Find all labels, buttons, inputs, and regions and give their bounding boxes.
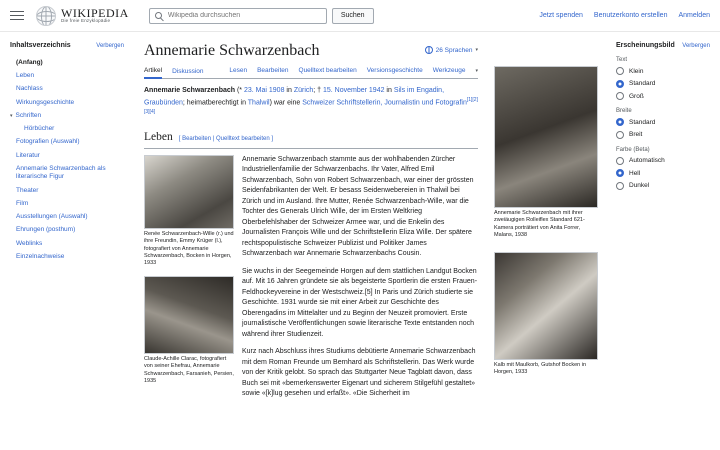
toc-item-theater[interactable]: Theater xyxy=(16,186,39,194)
main-menu-icon[interactable] xyxy=(10,8,26,24)
toc-item-einzelnachweise[interactable]: Einzelnachweise xyxy=(16,253,65,261)
tab-diskussion[interactable]: Diskussion xyxy=(172,67,204,75)
lead-subject-name: Annemarie Schwarzenbach xyxy=(144,87,236,95)
content-columns xyxy=(144,155,478,407)
tab-bearbeiten[interactable]: Bearbeiten xyxy=(257,67,289,75)
page-title: Annemarie Schwarzenbach xyxy=(144,42,320,59)
toc-item-film[interactable]: Film xyxy=(16,199,29,207)
tabs-right xyxy=(229,67,478,75)
toc-item-schriften[interactable] xyxy=(10,109,124,122)
search-button[interactable]: Suchen xyxy=(332,8,374,24)
hamburger-bar xyxy=(10,11,24,13)
appearance-group-farbe-beta xyxy=(616,147,710,190)
occupations-link[interactable]: Schweizer Schriftstellerin, Journalistin und Fotografin xyxy=(302,99,467,107)
toc-item-fotografien-auswahl[interactable]: Fotografien (Auswahl) xyxy=(16,138,80,146)
toc-list xyxy=(10,56,124,264)
appearance-option-label: Groß xyxy=(629,92,644,100)
lead-paragraph xyxy=(144,86,478,120)
appearance-option-label: Hell xyxy=(629,169,641,177)
toc-item-annemarie-schwarzenbach-als-literarische-figur[interactable]: Annemarie Schwarzenbach als literarische Figur xyxy=(16,165,106,181)
appearance-option-label: Dunkel xyxy=(629,182,650,189)
appearance-group-breite xyxy=(616,108,710,139)
lead-t5: ; heimatberechtigt in xyxy=(182,99,248,107)
appearance-option-label: Standard xyxy=(629,118,656,126)
appearance-option-automatisch[interactable] xyxy=(616,157,710,165)
chevron-down-icon: ▾ xyxy=(475,47,478,53)
appearance-option-label: Standard xyxy=(629,80,656,87)
tab-werkzeuge[interactable]: Werkzeuge xyxy=(432,67,466,75)
appearance-group-label: Breite xyxy=(616,108,632,114)
globe-ring xyxy=(36,11,56,22)
toc-item-weblinks[interactable]: Weblinks xyxy=(16,239,43,247)
tab-artikel[interactable]: Artikel xyxy=(144,67,162,79)
toc-item-anfang: (Anfang) xyxy=(16,58,43,66)
toc-item-literatur[interactable]: Literatur xyxy=(16,151,40,159)
toc-title: Inhaltsverzeichnis xyxy=(10,42,71,49)
toc-item-wirkungsgeschichte[interactable]: Wirkungsgeschichte xyxy=(16,98,75,106)
lead-t4: in xyxy=(384,87,394,95)
appearance-option-hell[interactable] xyxy=(616,169,710,177)
globe-icon xyxy=(36,6,56,26)
figure-caption: Annemarie Schwarzenbach mit ihrer zweiäugigen Rolleiflex Standard 621-Kamera porträtiert von Anita Forrer, Malans, 1938 xyxy=(494,210,585,239)
section-heading-leben xyxy=(144,129,478,149)
tab-quelltext-bearbeiten[interactable]: Quelltext bearbeiten xyxy=(298,67,357,75)
radio-button[interactable] xyxy=(616,131,624,139)
toc-item-ehrungen-posthum[interactable]: Ehrungen (posthum) xyxy=(16,226,76,234)
lead-refs[interactable]: [1][2][3][4] xyxy=(144,96,478,115)
appearance-option-label: Breit xyxy=(629,131,643,138)
toc-item-label: Schriften xyxy=(15,111,42,119)
radio-button[interactable] xyxy=(616,157,624,165)
table-of-contents xyxy=(0,32,132,450)
lead-t6: ) war eine xyxy=(269,99,303,107)
appearance-option-dunkel[interactable] xyxy=(616,182,710,190)
tab-lesen[interactable]: Lesen xyxy=(229,67,248,75)
page-body xyxy=(0,32,720,450)
home-place-link[interactable]: Thalwil xyxy=(247,99,270,107)
section-title: Leben xyxy=(144,130,173,143)
radio-button[interactable] xyxy=(616,182,624,190)
header-links xyxy=(539,12,710,19)
language-count-label: 26 Sprachen xyxy=(435,46,473,54)
figure-image[interactable] xyxy=(144,276,234,354)
hamburger-bar xyxy=(10,15,24,17)
right-figure-column xyxy=(490,32,608,450)
section-edit-links[interactable]: [ Bearbeiten | Quelltext bearbeiten ] xyxy=(178,135,274,142)
figure-caption: Kalb mit Maulkorb, Gutshof Bocken in Horgen, 1933 xyxy=(494,361,587,376)
globe-ring xyxy=(41,6,52,26)
paragraph-youth: Sie wuchs in der Seegemeinde Horgen auf dem stattlichen Landgut Bocken auf. Mit 16 Jahren gründete sie als begeisterte Sportlerin die ersten Frauen-Feldhockeyvereine in der Westschweiz.[5] In Paris und Zürich studierte sie Geschichte. 1931 wurde sie mit einer Arbeit zur Geschichte des Oberengadins im Mittelalter und zu Beginn der Neuzeit promoviert. Erste journalistische Veröffentlichungen sowie literarische Texte entstanden noch während ihrer Studienzeit. xyxy=(242,267,478,338)
chevron-down-icon[interactable]: ▾ xyxy=(10,112,13,119)
wikipedia-logo[interactable] xyxy=(36,6,129,26)
search-box[interactable] xyxy=(149,8,327,24)
lead-t1: (* xyxy=(235,87,244,95)
toc-header xyxy=(10,42,124,49)
figure-portrait xyxy=(494,66,598,240)
radio-button[interactable] xyxy=(616,67,624,75)
figure-image[interactable] xyxy=(494,66,598,208)
search-input[interactable] xyxy=(166,11,321,20)
appearance-option-standard[interactable] xyxy=(616,118,710,126)
appearance-group-label: Farbe (Beta) xyxy=(616,146,650,153)
death-place-link[interactable]: Sils im Engadin, Graubünden xyxy=(144,87,445,107)
toc-item-ausstellungen-auswahl[interactable]: Ausstellungen (Auswahl) xyxy=(16,213,88,221)
toc-item-nachlass[interactable]: Nachlass xyxy=(16,85,43,93)
appearance-option-label: Automatisch xyxy=(629,157,665,164)
search-icon xyxy=(155,12,162,19)
figure-calf xyxy=(494,252,598,377)
article-tabs xyxy=(144,67,478,79)
site-header xyxy=(0,0,720,32)
figure-friends xyxy=(144,155,234,268)
toc-hide-button[interactable]: Verbergen xyxy=(96,43,124,49)
paragraph-family: Annemarie Schwarzenbach stammte aus der wohlhabenden Zürcher Industriellenfamilie der Schwarzenbachs. Ihr Vater, Alfred Emil Schwarzenbach, Sohn von Robert Schwarzenbach, war einer der grössten Seidenfabrikanten der Welt. Er besass Seidenwebereien in Thalwil bei Zürich und im Ausland. Ihre Mutter, Renée Schwarzenbach-Wille, war die Tochter des Generals Ulrich Wille, der im Ersten Weltkrieg Oberbefehlshaber der Schweizer Armee war, und die Enkelin des Journalisten François Wille und der Schriftstellerin Eliza Wille. Der spätere rechtspopulistische Schweizer Publizist und Politiker James Schwarzenbach war Annemarie Schwarzenbachs Cousin. xyxy=(242,155,474,258)
left-figure-column xyxy=(144,155,234,407)
chevron-down-icon: ▾ xyxy=(475,68,478,75)
birth-date-link[interactable]: 23. Mai 1908 xyxy=(243,87,285,95)
appearance-hide-button[interactable]: Verbergen xyxy=(682,43,710,49)
appearance-option-klein[interactable] xyxy=(616,67,710,75)
appearance-title: Erscheinungsbild xyxy=(616,42,675,49)
figure-claude xyxy=(144,276,234,386)
wordmark xyxy=(61,7,129,24)
article-content xyxy=(132,32,490,450)
language-globe-icon xyxy=(425,46,433,54)
article-body xyxy=(144,86,478,406)
appearance-group-text xyxy=(616,57,710,100)
toc-item-leben[interactable]: Leben xyxy=(16,71,35,79)
appearance-header xyxy=(616,42,710,49)
search-area xyxy=(149,8,374,24)
wordmark-subtitle: Die freie Enzyklopädie xyxy=(61,18,111,24)
create-account-link[interactable]: Benutzerkonto erstellen xyxy=(593,12,668,19)
figure-caption: Claude-Achille Clarac, fotografiert von seiner Ehefrau, Annemarie Schwarzenbach, Farsanieh, Persien, 1935 xyxy=(144,355,234,385)
language-button[interactable] xyxy=(425,42,478,54)
hamburger-bar xyxy=(10,19,24,21)
figure-image[interactable] xyxy=(494,252,598,360)
donate-link[interactable]: Jetzt spenden xyxy=(539,12,583,19)
radio-button[interactable] xyxy=(616,118,624,126)
lead-t3: ; † xyxy=(313,87,323,95)
text-column xyxy=(242,155,478,407)
login-link[interactable]: Anmelden xyxy=(678,12,710,19)
birth-place-link[interactable]: Zürich xyxy=(293,87,314,95)
figure-image[interactable] xyxy=(144,155,234,229)
appearance-group-label: Text xyxy=(616,57,628,63)
appearance-option-label: Klein xyxy=(629,67,644,75)
title-row xyxy=(144,42,478,61)
radio-button[interactable] xyxy=(616,169,624,177)
radio-button[interactable] xyxy=(616,92,624,100)
tab-versionsgeschichte[interactable]: Versionsgeschichte xyxy=(366,67,423,75)
toc-item-h-rb-cher[interactable]: Hörbücher xyxy=(24,125,55,133)
figure-caption: Renée Schwarzenbach-Wille (r.) und ihre Freundin, Emmy Krüger (l.), fotografiert von Annemarie Schwarzenbach, Bocken in Horgen, 1933 xyxy=(144,230,234,267)
appearance-panel xyxy=(608,32,720,450)
appearance-option-breit[interactable] xyxy=(616,131,710,139)
radio-button[interactable] xyxy=(616,80,624,88)
appearance-option-standard[interactable] xyxy=(616,80,710,88)
appearance-option-gro-[interactable] xyxy=(616,92,710,100)
lead-t2: in xyxy=(284,87,294,95)
wordmark-title: WIKIPEDIA xyxy=(61,5,129,20)
paragraph-debut: Kurz nach Abschluss ihres Studiums debütierte Annemarie Schwarzenbach mit dem Roman Freunde um Bernhard als Schriftstellerin. Das Werk wurde von der Kritik gelobt. So sprach das Stuttgarter Neue Tagblatt davon, dass Buch sei mit «bemerkenswerter Eigenart und sicherem Stilgefühl gestaltet» sowie «[k]lug gesehen und erfaßt». «Die Sicherheit im xyxy=(242,348,476,398)
death-date-link[interactable]: 15. November 1942 xyxy=(323,87,385,95)
appearance-groups xyxy=(616,57,710,190)
